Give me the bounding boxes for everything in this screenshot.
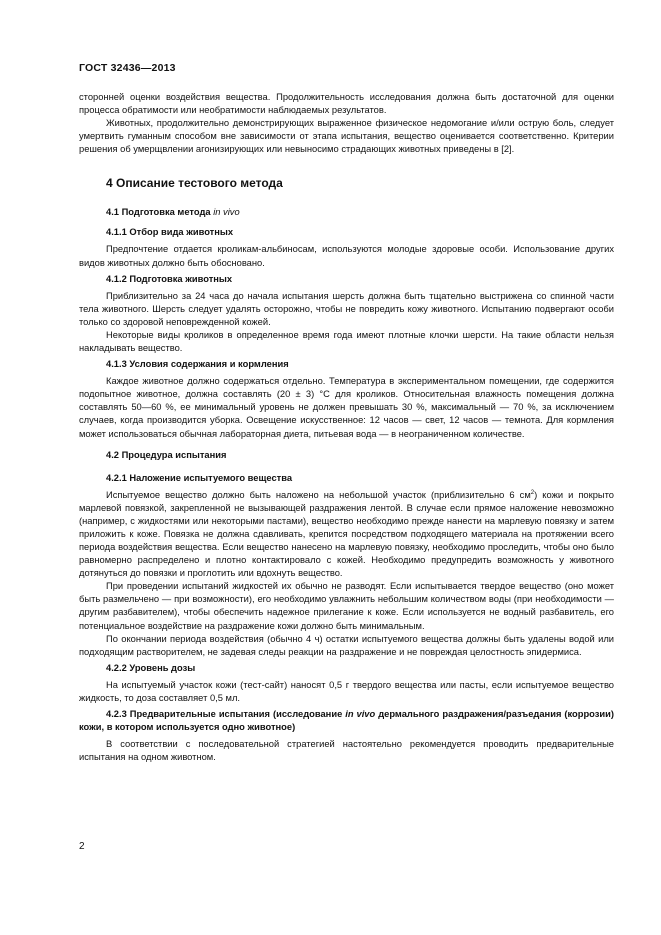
document-body [79,91,614,764]
section-4-2-3-heading [79,708,614,734]
superscript-2: 2 [530,489,535,496]
section-4-2-3-heading-b: дермального раздражения/разъедания (коррозии) кожи, в котором используется одно животное) [79,709,614,732]
section-4-2-1-paragraph-2: При проведении испытаний жидкостей их обычно не разводят. Если испытывается твердое вещество (оно может быть размельчено — при возможности), его необходимо увлажнить небольшим количеством воды (при необходимости — другим разбавителем), чтобы обеспечить надежное прилегание к коже. Если используется не водный разбавитель, его потенциальное воздействие на раздражение кожи должно быть минимальным. [79,581,614,631]
section-4-2-1-paragraph-1-a: Испытуемое вещество должно быть наложено на небольшой участок (приблизительно 6 см [106,489,531,500]
section-4-2-heading: 4.2 Процедура испытания [106,449,227,460]
section-4-1-1-paragraph: Предпочтение отдается кроликам-альбиносам, используются молодые здоровые особи. Использование других видов животных должно быть обосновано. [79,244,614,268]
section-4-2-3-heading-italic: in vivo [345,709,376,719]
section-4-heading: 4 Описание тестового метода [106,176,283,191]
section-4-1-heading-text: 4.1 Подготовка метода [106,207,214,218]
section-4-1-1-heading: 4.1.1 Отбор вида животных [106,227,234,238]
section-4-2-1-paragraph-3: По окончании периода воздействия (обычно 4 ч) остатки испытуемого вещества должны быть удалены водой или подходящим растворителем, не задевая следы реакции на раздражение и не повреждая целостность эпидермиса. [79,633,614,657]
section-4-1-heading [106,206,614,219]
section-4-2-3-heading-a: 4.2.3 Предварительные испытания (исследование [106,709,346,719]
section-4-1-3-heading: 4.1.3 Условия содержания и кормления [106,359,289,370]
section-4-1-2-paragraph-2: Некоторые виды кроликов в определенное время года имеют плотные клочки шерсти. На такие области нельзя накладывать вещество. [79,329,614,354]
page-number: 2 [79,841,85,852]
section-4-2-1-paragraph-1 [79,489,614,581]
section-4-1-2-heading: 4.1.2 Подготовка животных [106,273,233,284]
section-4-1-2-paragraph-1: Приблизительно за 24 часа до начала испытания шерсть должна быть тщательно выстрижена со спинной части тела животного. Шерсть следует удалять осторожно, чтобы не повредить кожу животного. Испытанию подвергают особи только со здоровой неповрежденной кожей. [79,290,614,327]
section-4-2-1-heading: 4.2.1 Наложение испытуемого вещества [106,472,293,483]
section-4-2-2-paragraph: На испытуемый участок кожи (тест-сайт) наносят 0,5 г твердого вещества или пасты, если испытуемое вещество жидкость, то доза составляет 0,5 мл. [79,679,614,703]
document-header: ГОСТ 32436—2013 [79,62,176,74]
section-4-1-3-paragraph: Каждое животное должно содержаться отдельно. Температура в экспериментальном помещении, где содержится подопытное животное, должна составлять (20 ± 3) °С для кроликов. Относительная влажность помещения должна составлять 50—60 %, ее минимальный уровень не должен превышать 30 %, максимальный — 70 %, за исключением случаев, когда производится уборка. Освещение искусственное: 12 часов — свет, 12 часов — темнота. Для кормления может использоваться обычная лабораторная диета, питьевая вода — в неограниченном количестве. [79,376,614,439]
section-4-2-2-heading: 4.2.2 Уровень дозы [106,662,196,673]
intro-paragraph-2: Животных, продолжительно демонстрирующих выраженное физическое недомогание и/или острую боль, следует умертвить гуманным способом вне зависимости от этапа испытания, вещество оценивается соответственно. Критерии решения об умерщвлении агонизирующих или невыносимо страдающих животных приведены в [2]. [79,118,614,155]
section-4-1-heading-italic: in vivo [213,207,240,218]
section-4-2-1-paragraph-1-b: ) кожи и покрыто марлевой повязкой, закрепленной не вызывающей раздражения лентой. В случае если прямое наложение невозможно (например, с жидкостями или некоторыми пастами), вещество необходимо прежде нанести на марлевую повязку и затем приложить к коже. Повязка не должна сдавливать, крепится посредством подходящего материала на протяжении всего периода воздействия вещества. Если вещество нанесено на марлевую повязку, необходимо проследить, чтобы оно было равномерно распределено и плотно контактировало с кожей. Необходимо предупредить возможность у животного дотянуться до повязки и проглотить или вдохнуть вещество. [79,489,614,579]
section-4-2-3-paragraph: В соответствии с последовательной стратегией настоятельно рекомендуется проводить предварительные испытания на одном животном. [79,739,614,763]
intro-paragraph-1: сторонней оценки воздействия вещества. Продолжительность исследования должна быть достаточной для оценки процесса обратимости или необратимости наблюдаемых результатов. [79,92,614,116]
